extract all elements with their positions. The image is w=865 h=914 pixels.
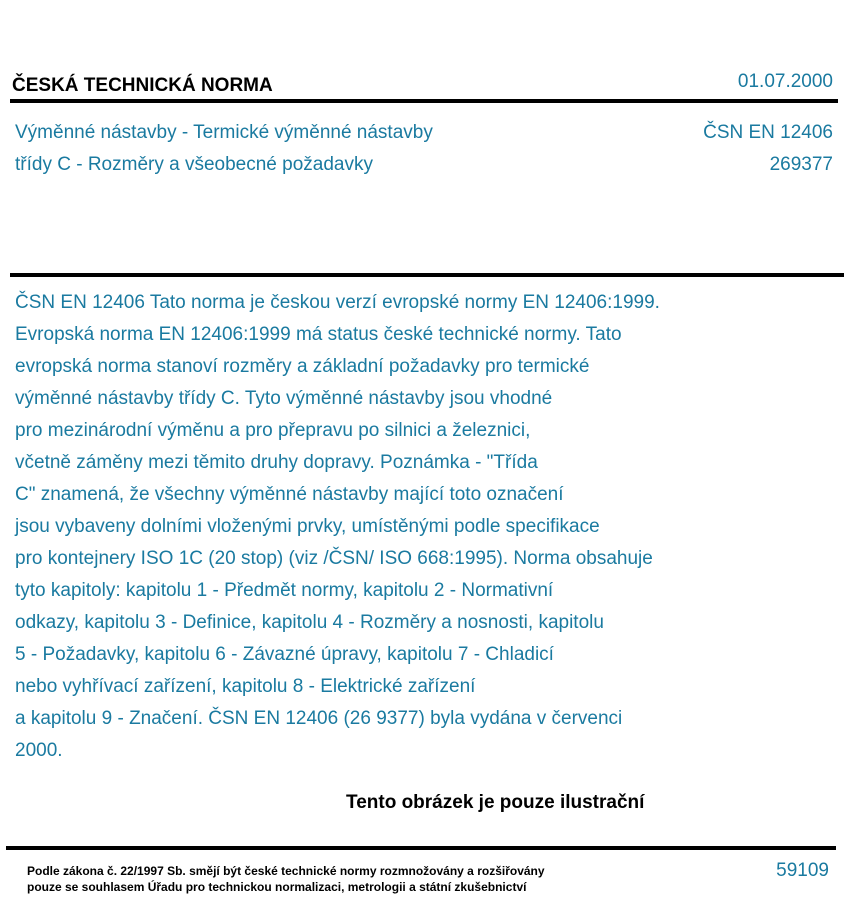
document-title [15, 117, 433, 181]
abstract-line: evropská norma stanoví rozměry a základní požadavky pro termické [15, 356, 590, 377]
abstract-line: nebo vyhřívací zařízení, kapitolu 8 - Elektrické zařízení [15, 676, 476, 697]
section-divider [10, 273, 844, 277]
abstract-line: výměnné nástavby třídy C. Tyto výměnné nástavby jsou vhodné [15, 388, 553, 409]
class-number: 269377 [769, 154, 833, 175]
standard-identifiers [703, 117, 833, 181]
abstract-line: ČSN EN 12406 Tato norma je českou verzí evropské normy EN 12406:1999. [15, 292, 660, 313]
copyright-line: Podle zákona č. 22/1997 Sb. smějí být české technické normy rozmnožovány a rozšiřovány [27, 864, 545, 878]
document-title-line: Výměnné nástavby - Termické výměnné nástavby [15, 122, 433, 143]
abstract-line: včetně záměny mezi těmito druhy dopravy. Poznámka - "Třída [15, 452, 538, 473]
abstract-line: Evropská norma EN 12406:1999 má status české technické normy. Tato [15, 324, 622, 345]
abstract-line: 2000. [15, 740, 63, 761]
abstract-line: pro mezinárodní výměnu a pro přepravu po silnici a železnici, [15, 420, 531, 441]
abstract-line: 5 - Požadavky, kapitolu 6 - Závazné úpravy, kapitolu 7 - Chladicí [15, 644, 554, 665]
abstract-line: pro kontejnery ISO 1C (20 stop) (viz /ČSN/ ISO 668:1995). Norma obsahuje [15, 548, 653, 569]
abstract-line: odkazy, kapitolu 3 - Definice, kapitolu 4 - Rozměry a nosnosti, kapitolu [15, 612, 604, 633]
footer-divider [6, 846, 836, 850]
abstract-line: a kapitolu 9 - Značení. ČSN EN 12406 (26 9377) byla vydána v červenci [15, 708, 623, 729]
publication-date: 01.07.2000 [737, 71, 833, 92]
abstract-line: C" znamená, že všechny výměnné nástavby mající toto označení [15, 484, 564, 505]
copyright-notice [27, 863, 545, 895]
document-title-line: třídy C - Rozměry a všeobecné požadavky [15, 154, 373, 175]
catalog-number: 59109 [776, 860, 829, 881]
norm-header-title: ČESKÁ TECHNICKÁ NORMA [12, 75, 273, 96]
illustration-disclaimer: Tento obrázek je pouze ilustrační [346, 792, 645, 813]
abstract-line: tyto kapitoly: kapitolu 1 - Předmět normy, kapitolu 2 - Normativní [15, 580, 554, 601]
abstract-text [15, 287, 835, 767]
header-divider [10, 99, 838, 103]
standard-code: ČSN EN 12406 [703, 122, 833, 143]
copyright-line: pouze se souhlasem Úřadu pro technickou normalizaci, metrologii a státní zkušebnictví [27, 880, 527, 894]
abstract-line: jsou vybaveny dolními vloženými prvky, umístěnými podle specifikace [15, 516, 600, 537]
